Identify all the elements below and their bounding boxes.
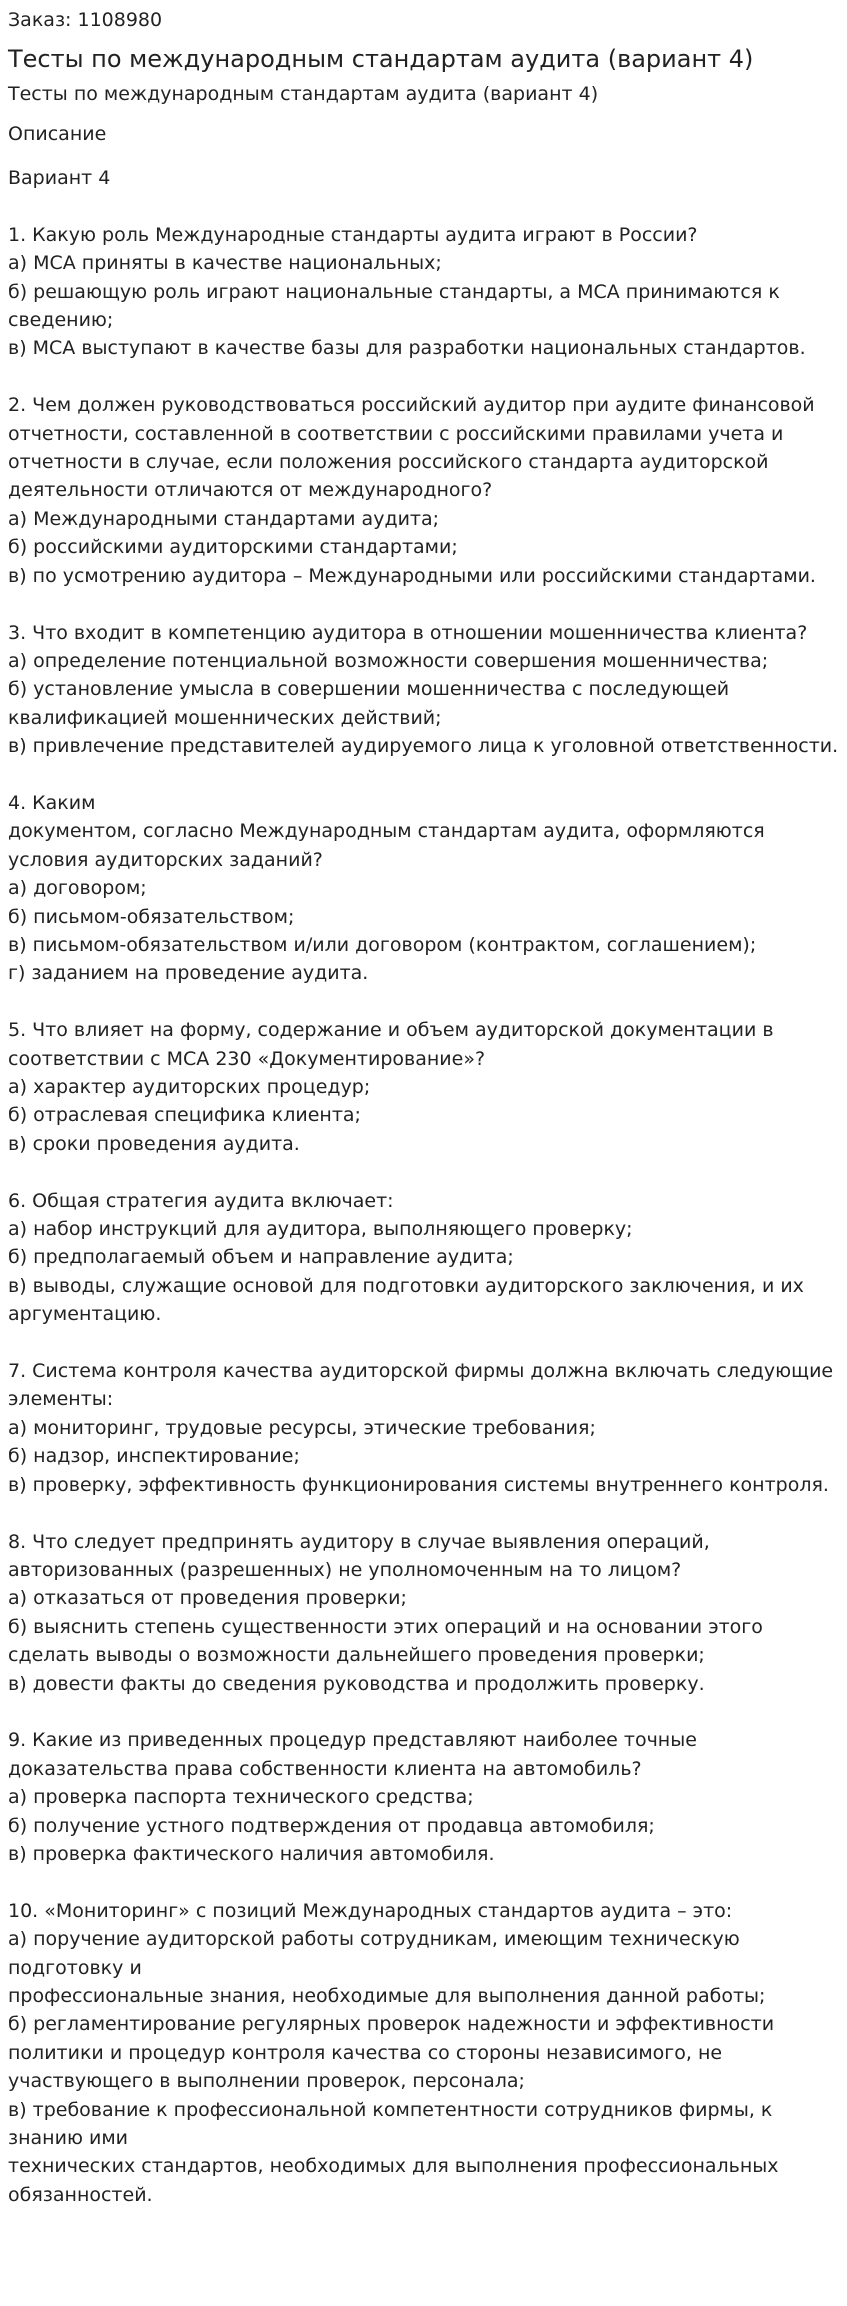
- content-line: а) договором;: [8, 877, 147, 900]
- order-number: Заказ: 1108980: [8, 9, 163, 31]
- content-line: в) по усмотрению аудитора – Международными или российскими стандартами.: [8, 564, 816, 587]
- content-line: элементы:: [8, 1388, 114, 1411]
- content-line: квалификацией мошеннических действий;: [8, 706, 442, 729]
- page-title: Тесты по международным стандартам аудита (вариант 4): [8, 45, 754, 73]
- content-line: участвующего в выполнении проверок, персонала;: [8, 2070, 525, 2093]
- content-line: политики и процедур контроля качества со стороны независимого, не: [8, 2041, 723, 2064]
- content-line: [8, 1158, 839, 1186]
- content-line: в) проверка фактического наличия автомобиля.: [8, 1842, 495, 1865]
- content-line: [8, 988, 839, 1016]
- content-line: б) установление умысла в совершении мошенничества с последующей: [8, 678, 730, 701]
- content-line: 10. «Мониторинг» с позиций Международных стандартов аудита – это:: [8, 1899, 733, 1922]
- content-line: 3. Что входит в компетенцию аудитора в отношении мошенничества клиента?: [8, 621, 808, 644]
- content-line: б) получение устного подтверждения от продавца автомобиля;: [8, 1814, 655, 1837]
- content-line: 9. Какие из приведенных процедур представляют наиболее точные: [8, 1729, 697, 1752]
- content-line: [8, 1499, 839, 1527]
- content-line: сведению;: [8, 309, 114, 332]
- content-line: [8, 192, 839, 220]
- content-line: б) выяснить степень существенности этих операций и на основании этого: [8, 1615, 763, 1638]
- content-line: 4. Каким: [8, 791, 96, 814]
- page-subtitle: Тесты по международным стандартам аудита (вариант 4): [8, 83, 599, 105]
- content-line: [8, 761, 839, 789]
- content-line: [8, 590, 839, 618]
- content-line: 5. Что влияет на форму, содержание и объем аудиторской документации в: [8, 1019, 774, 1042]
- content-line: а) Международными стандартами аудита;: [8, 507, 440, 530]
- content-line: а) мониторинг, трудовые ресурсы, этические требования;: [8, 1416, 596, 1439]
- content-line: б) отраслевая специфика клиента;: [8, 1104, 361, 1127]
- content-line: в) проверку, эффективность функционирования системы внутреннего контроля.: [8, 1473, 829, 1496]
- content-line: в) требование к профессиональной компетентности сотрудников фирмы, к: [8, 2098, 773, 2121]
- content-line: технических стандартов, необходимых для выполнения профессиональных: [8, 2155, 779, 2178]
- content-line: в) привлечение представителей аудируемого лица к уголовной ответственности.: [8, 735, 839, 758]
- content-line: б) решающую роль играют национальные стандарты, а МСА принимаются к: [8, 280, 780, 303]
- content-line: 8. Что следует предпринять аудитору в случае выявления операций,: [8, 1530, 710, 1553]
- content-line: а) отказаться от проведения проверки;: [8, 1587, 407, 1610]
- content-line: условия аудиторских заданий?: [8, 848, 323, 871]
- content-line: 1. Какую роль Международные стандарты аудита играют в России?: [8, 223, 698, 246]
- content-line: в) письмом-обязательством и/или договором (контрактом, соглашением);: [8, 933, 757, 956]
- content-line: отчетности в случае, если положения российского стандарта аудиторской: [8, 451, 769, 474]
- content-line: в) сроки проведения аудита.: [8, 1132, 300, 1155]
- content-line: профессиональные знания, необходимые для выполнения данной работы;: [8, 1985, 766, 2007]
- content-line: в) довести факты до сведения руководства и продолжить проверку.: [8, 1672, 705, 1695]
- content-line: 7. Система контроля качества аудиторской фирмы должна включать следующие: [8, 1360, 834, 1383]
- content-line: б) предполагаемый объем и направление аудита;: [8, 1246, 514, 1269]
- content-line: 2. Чем должен руководствоваться российский аудитор при аудите финансовой: [8, 394, 815, 417]
- content-line: знанию ими: [8, 2127, 129, 2150]
- content-line: г) заданием на проведение аудита.: [8, 962, 369, 985]
- description-content: [8, 164, 839, 2209]
- content-line: б) регламентирование регулярных проверок надежности и эффективности: [8, 2013, 775, 2036]
- content-line: подготовку и: [8, 1956, 142, 1979]
- content-line: а) определение потенциальной возможности совершения мошенничества;: [8, 649, 769, 672]
- content-line: [8, 1868, 839, 1896]
- content-line: соответствии с МСА 230 «Документирование»?: [8, 1047, 486, 1070]
- content-line: в) выводы, служащие основой для подготовки аудиторского заключения, и их: [8, 1274, 804, 1297]
- content-line: в) МСА выступают в качестве базы для разработки национальных стандартов.: [8, 337, 806, 360]
- content-line: а) проверка паспорта технического средства;: [8, 1786, 474, 1809]
- content-line: аргументацию.: [8, 1303, 162, 1326]
- content-line: доказательства права собственности клиента на автомобиль?: [8, 1757, 642, 1780]
- content-line: Вариант 4: [8, 167, 111, 189]
- content-line: [8, 363, 839, 391]
- content-line: а) поручение аудиторской работы сотрудникам, имеющим техническую: [8, 1928, 740, 1951]
- content-line: б) письмом-обязательством;: [8, 905, 295, 928]
- content-line: [8, 1698, 839, 1726]
- description-heading: Описание: [8, 123, 107, 145]
- content-line: отчетности, составленной в соответствии с российскими правилами учета и: [8, 422, 784, 445]
- content-line: документом, согласно Международным стандартам аудита, оформляются: [8, 820, 765, 843]
- content-line: а) характер аудиторских процедур;: [8, 1076, 371, 1098]
- content-line: а) набор инструкций для аудитора, выполняющего проверку;: [8, 1218, 633, 1241]
- content-line: авторизованных (разрешенных) не уполномоченным на то лицом?: [8, 1558, 682, 1581]
- content-line: 6. Общая стратегия аудита включает:: [8, 1189, 394, 1212]
- content-line: сделать выводы о возможности дальнейшего проведения проверки;: [8, 1644, 705, 1667]
- content-line: а) МСА приняты в качестве национальных;: [8, 252, 442, 275]
- content-line: деятельности отличаются от международного?: [8, 479, 493, 502]
- content-line: обязанностей.: [8, 2183, 153, 2206]
- content-line: [8, 1329, 839, 1357]
- content-line: б) надзор, инспектирование;: [8, 1445, 300, 1468]
- content-line: б) российскими аудиторскими стандартами;: [8, 536, 458, 559]
